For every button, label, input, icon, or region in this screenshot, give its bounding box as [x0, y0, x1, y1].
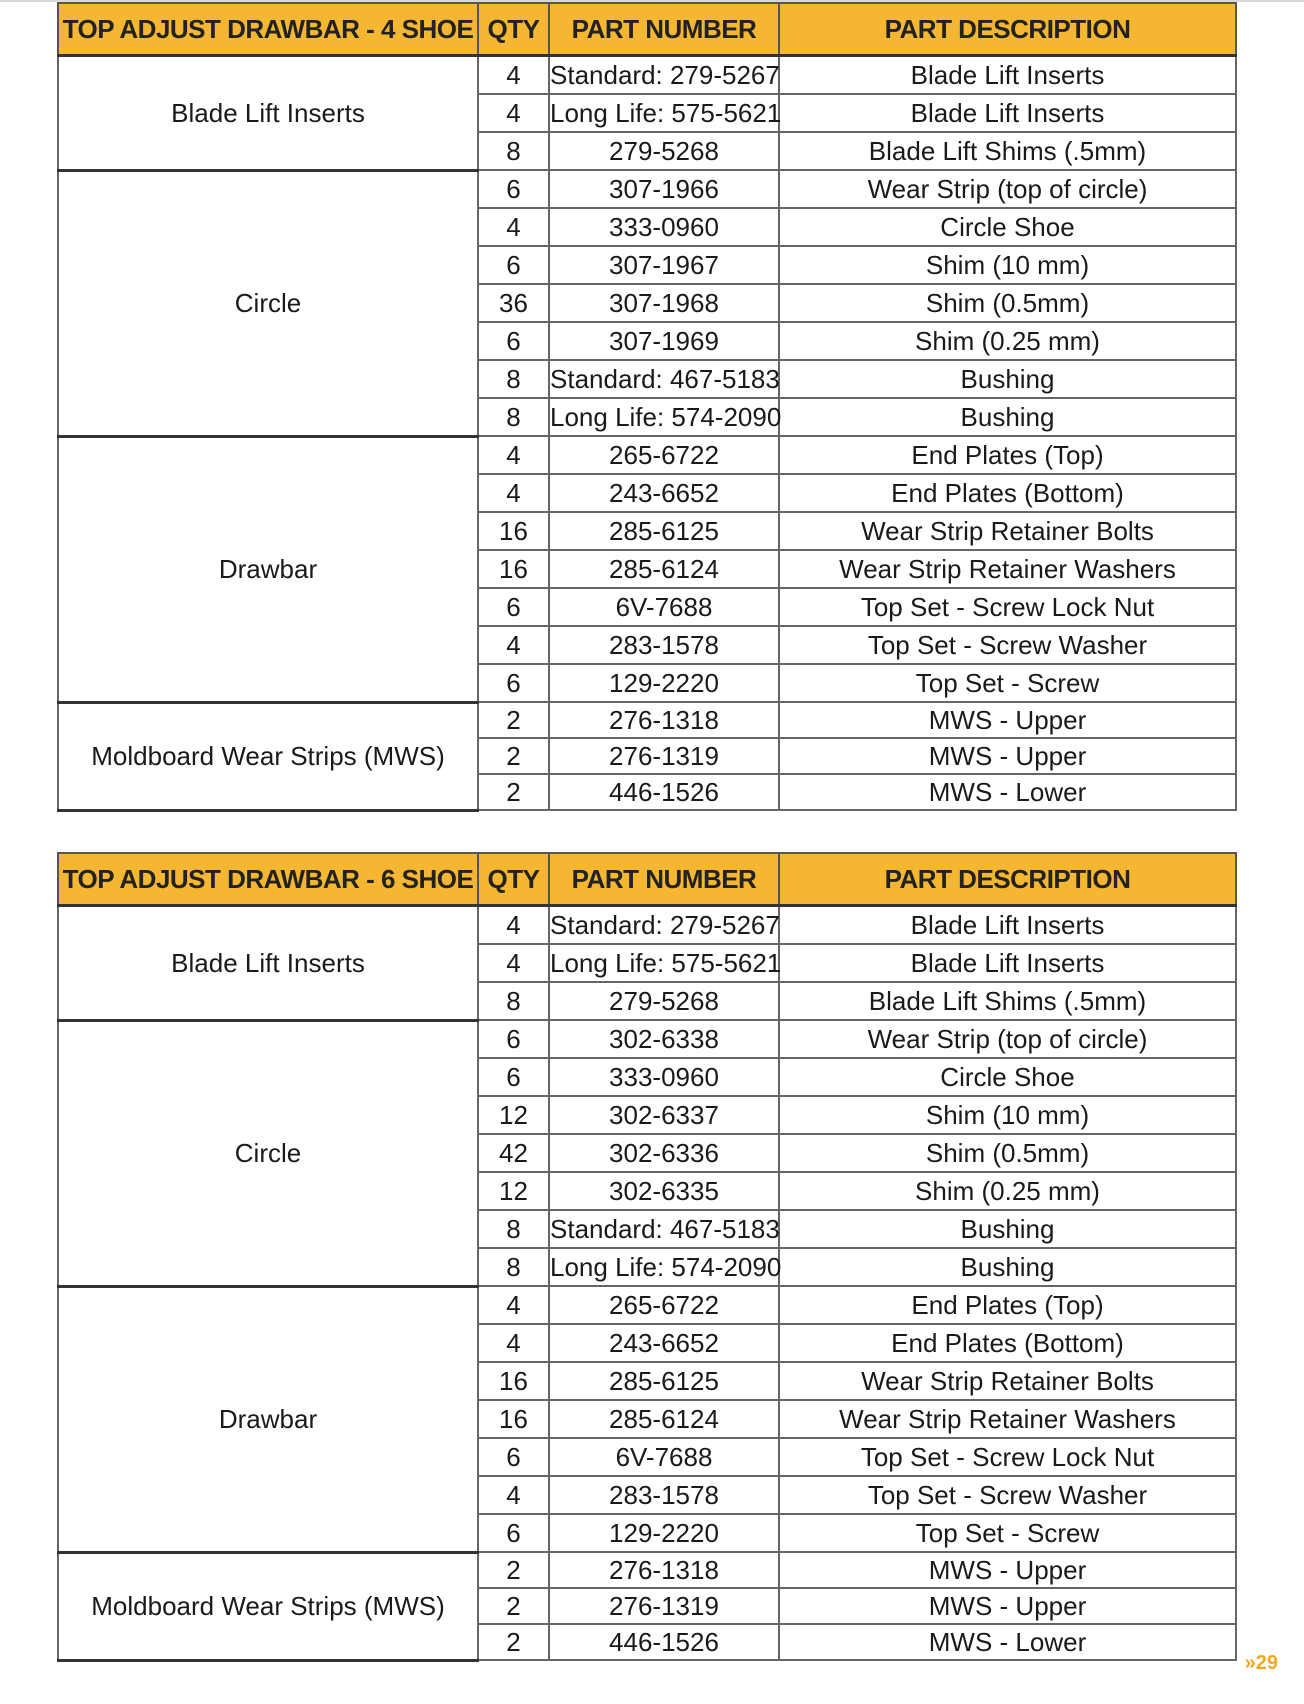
qty-cell: 4 — [478, 626, 549, 664]
part-description-cell: Shim (0.5mm) — [779, 284, 1236, 322]
qty-cell: 6 — [478, 1058, 549, 1096]
qty-cell: 6 — [478, 246, 549, 284]
qty-cell: 4 — [478, 1324, 549, 1362]
group-name-cell: Drawbar — [58, 436, 478, 702]
qty-cell: 4 — [478, 436, 549, 474]
qty-cell: 4 — [478, 1286, 549, 1324]
qty-cell: 8 — [478, 132, 549, 170]
parts-table-4-shoe — [57, 2, 1237, 812]
qty-cell: 2 — [478, 1552, 549, 1588]
part-description-cell: Blade Lift Inserts — [779, 56, 1236, 95]
group-name-cell: Circle — [58, 170, 478, 436]
part-description-cell: MWS - Upper — [779, 738, 1236, 774]
part-number-cell: Long Life: 574-2090 — [549, 398, 779, 436]
qty-cell: 2 — [478, 1588, 549, 1624]
part-description-cell: Top Set - Screw Washer — [779, 626, 1236, 664]
qty-cell: 2 — [478, 702, 549, 738]
qty-cell: 4 — [478, 944, 549, 982]
group-name-cell: Moldboard Wear Strips (MWS) — [58, 702, 478, 810]
table-header-row — [58, 853, 1236, 906]
part-description-cell: Bushing — [779, 1210, 1236, 1248]
table-row — [58, 1286, 1236, 1324]
group-name-cell: Moldboard Wear Strips (MWS) — [58, 1552, 478, 1660]
part-description-cell: Circle Shoe — [779, 1058, 1236, 1096]
part-number-cell: Long Life: 575-5621 — [549, 944, 779, 982]
qty-cell: 16 — [478, 550, 549, 588]
qty-cell: 8 — [478, 982, 549, 1020]
qty-cell: 8 — [478, 1248, 549, 1286]
group-name-cell: Circle — [58, 1020, 478, 1286]
part-number-cell: Standard: 467-5183 — [549, 360, 779, 398]
qty-cell: 16 — [478, 1400, 549, 1438]
part-description-cell: Shim (0.5mm) — [779, 1134, 1236, 1172]
part-description-cell: Shim (0.25 mm) — [779, 322, 1236, 360]
part-number-cell: 302-6336 — [549, 1134, 779, 1172]
group-name-cell: Blade Lift Inserts — [58, 906, 478, 1021]
part-description-cell: Blade Lift Inserts — [779, 906, 1236, 945]
header-part-number: PART NUMBER — [549, 3, 779, 56]
part-number-cell: 265-6722 — [549, 436, 779, 474]
part-number-cell: 243-6652 — [549, 1324, 779, 1362]
part-number-cell: 279-5268 — [549, 982, 779, 1020]
part-number-cell: Long Life: 575-5621 — [549, 94, 779, 132]
part-description-cell: Circle Shoe — [779, 208, 1236, 246]
part-number-cell: 285-6124 — [549, 550, 779, 588]
part-description-cell: Bushing — [779, 1248, 1236, 1286]
part-description-cell: Bushing — [779, 360, 1236, 398]
qty-cell: 6 — [478, 1514, 549, 1552]
part-number-cell: 446-1526 — [549, 1624, 779, 1660]
qty-cell: 36 — [478, 284, 549, 322]
qty-cell: 8 — [478, 1210, 549, 1248]
table-header-row — [58, 3, 1236, 56]
part-number-cell: Standard: 467-5183 — [549, 1210, 779, 1248]
part-description-cell: Blade Lift Shims (.5mm) — [779, 132, 1236, 170]
part-number-cell: 283-1578 — [549, 626, 779, 664]
part-description-cell: Top Set - Screw Lock Nut — [779, 1438, 1236, 1476]
qty-cell: 42 — [478, 1134, 549, 1172]
qty-cell: 4 — [478, 474, 549, 512]
qty-cell: 2 — [478, 738, 549, 774]
parts-table-6-shoe — [57, 852, 1237, 1662]
part-description-cell: Blade Lift Inserts — [779, 94, 1236, 132]
part-number-cell: 302-6335 — [549, 1172, 779, 1210]
part-number-cell: 129-2220 — [549, 664, 779, 702]
part-number-cell: 265-6722 — [549, 1286, 779, 1324]
header-qty: QTY — [478, 853, 549, 906]
part-description-cell: Wear Strip Retainer Washers — [779, 550, 1236, 588]
header-group: TOP ADJUST DRAWBAR - 6 SHOE — [58, 853, 478, 906]
group-name-cell: Drawbar — [58, 1286, 478, 1552]
table-row — [58, 1552, 1236, 1588]
part-description-cell: Wear Strip (top of circle) — [779, 170, 1236, 208]
header-group: TOP ADJUST DRAWBAR - 4 SHOE — [58, 3, 478, 56]
part-description-cell: Wear Strip Retainer Washers — [779, 1400, 1236, 1438]
part-number-cell: 129-2220 — [549, 1514, 779, 1552]
qty-cell: 6 — [478, 170, 549, 208]
part-number-cell: 6V-7688 — [549, 588, 779, 626]
part-number-cell: 307-1967 — [549, 246, 779, 284]
qty-cell: 6 — [478, 1020, 549, 1058]
qty-cell: 6 — [478, 588, 549, 626]
qty-cell: 6 — [478, 322, 549, 360]
part-number-cell: 307-1968 — [549, 284, 779, 322]
part-description-cell: MWS - Upper — [779, 702, 1236, 738]
part-number-cell: 276-1318 — [549, 702, 779, 738]
table-row — [58, 906, 1236, 945]
part-description-cell: MWS - Lower — [779, 1624, 1236, 1660]
part-description-cell: Top Set - Screw Lock Nut — [779, 588, 1236, 626]
table-row — [58, 170, 1236, 208]
part-description-cell: Wear Strip Retainer Bolts — [779, 512, 1236, 550]
part-description-cell: Shim (0.25 mm) — [779, 1172, 1236, 1210]
part-description-cell: Blade Lift Shims (.5mm) — [779, 982, 1236, 1020]
qty-cell: 4 — [478, 1476, 549, 1514]
part-number-cell: 302-6337 — [549, 1096, 779, 1134]
part-number-cell: 285-6124 — [549, 1400, 779, 1438]
part-description-cell: End Plates (Top) — [779, 1286, 1236, 1324]
part-description-cell: Top Set - Screw Washer — [779, 1476, 1236, 1514]
qty-cell: 16 — [478, 512, 549, 550]
part-description-cell: Top Set - Screw — [779, 1514, 1236, 1552]
part-description-cell: End Plates (Top) — [779, 436, 1236, 474]
qty-cell: 8 — [478, 398, 549, 436]
qty-cell: 16 — [478, 1362, 549, 1400]
header-part-description: PART DESCRIPTION — [779, 853, 1236, 906]
part-number-cell: Standard: 279-5267 — [549, 906, 779, 945]
header-part-description: PART DESCRIPTION — [779, 3, 1236, 56]
qty-cell: 2 — [478, 1624, 549, 1660]
qty-cell: 4 — [478, 906, 549, 945]
part-description-cell: End Plates (Bottom) — [779, 474, 1236, 512]
part-description-cell: Blade Lift Inserts — [779, 944, 1236, 982]
qty-cell: 4 — [478, 56, 549, 95]
part-description-cell: Bushing — [779, 398, 1236, 436]
part-number-cell: 276-1319 — [549, 1588, 779, 1624]
part-number-cell: Long Life: 574-2090 — [549, 1248, 779, 1286]
part-number-cell: 333-0960 — [549, 1058, 779, 1096]
part-number-cell: 279-5268 — [549, 132, 779, 170]
part-number-cell: 333-0960 — [549, 208, 779, 246]
part-number-cell: 285-6125 — [549, 512, 779, 550]
part-number-cell: 285-6125 — [549, 1362, 779, 1400]
part-number-cell: 307-1966 — [549, 170, 779, 208]
qty-cell: 4 — [478, 208, 549, 246]
qty-cell: 4 — [478, 94, 549, 132]
part-number-cell: 6V-7688 — [549, 1438, 779, 1476]
qty-cell: 2 — [478, 774, 549, 810]
part-number-cell: 276-1318 — [549, 1552, 779, 1588]
qty-cell: 8 — [478, 360, 549, 398]
qty-cell: 12 — [478, 1172, 549, 1210]
part-number-cell: 243-6652 — [549, 474, 779, 512]
part-description-cell: MWS - Upper — [779, 1552, 1236, 1588]
group-name-cell: Blade Lift Inserts — [58, 56, 478, 171]
page-number: »29 — [1244, 1652, 1278, 1674]
qty-cell: 6 — [478, 1438, 549, 1476]
part-number-cell: Standard: 279-5267 — [549, 56, 779, 95]
part-description-cell: Shim (10 mm) — [779, 246, 1236, 284]
part-description-cell: Wear Strip (top of circle) — [779, 1020, 1236, 1058]
part-description-cell: MWS - Lower — [779, 774, 1236, 810]
table-row — [58, 702, 1236, 738]
part-number-cell: 283-1578 — [549, 1476, 779, 1514]
part-number-cell: 276-1319 — [549, 738, 779, 774]
table-row — [58, 1020, 1236, 1058]
part-number-cell: 302-6338 — [549, 1020, 779, 1058]
qty-cell: 6 — [478, 664, 549, 702]
part-number-cell: 446-1526 — [549, 774, 779, 810]
header-qty: QTY — [478, 3, 549, 56]
part-description-cell: Top Set - Screw — [779, 664, 1236, 702]
part-description-cell: Wear Strip Retainer Bolts — [779, 1362, 1236, 1400]
table-row — [58, 436, 1236, 474]
part-description-cell: End Plates (Bottom) — [779, 1324, 1236, 1362]
part-description-cell: MWS - Upper — [779, 1588, 1236, 1624]
qty-cell: 12 — [478, 1096, 549, 1134]
header-part-number: PART NUMBER — [549, 853, 779, 906]
part-description-cell: Shim (10 mm) — [779, 1096, 1236, 1134]
part-number-cell: 307-1969 — [549, 322, 779, 360]
table-row — [58, 56, 1236, 95]
